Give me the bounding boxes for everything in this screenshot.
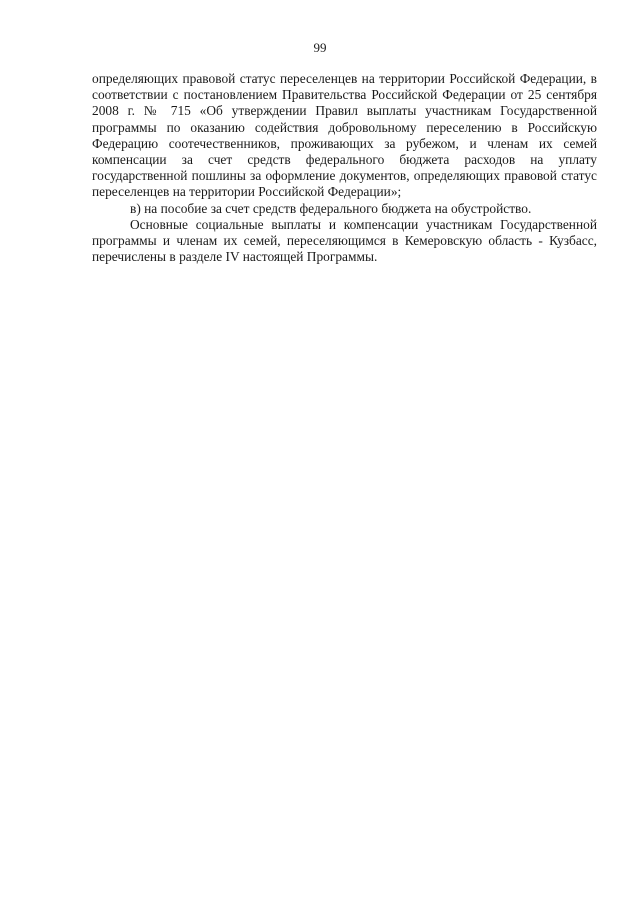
paragraph-main-payments: Основные социальные выплаты и компенсации участникам Государственной программы и членам их семей, переселяющимся в Кемеровскую область - Кузбасс, перечислены в разделе IV настоящей Программы. <box>92 216 597 265</box>
document-body <box>92 71 597 265</box>
paragraph-item-v: в) на пособие за счет средств федерального бюджета на обустройство. <box>130 200 532 216</box>
page-number: 99 <box>313 40 327 55</box>
paragraph-continuation: определяющих правовой статус переселенцев на территории Российской Федерации, в соответствии с постановлением Правительства Российской Федерации от 25 сентября 2008 г. № 715 «Об утверждении Правил выплаты участникам Государственной программы по оказанию содействия добровольному переселению в Российскую Федерацию соотечественников, проживающих за рубежом, и членам их семей компенсации за счет средств федерального бюджета расходов на уплату государственной пошлины за оформление документов, определяющих правовой статус переселенцев на территории Российской Федерации»; <box>92 71 597 200</box>
